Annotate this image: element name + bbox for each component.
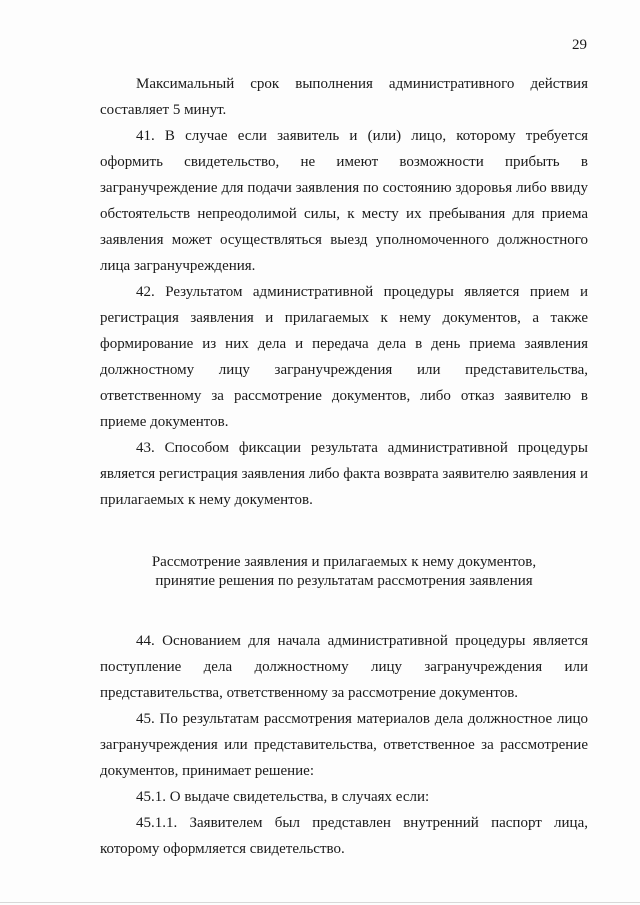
paragraph-44: 44. Основанием для начала административной процедуры является поступление дела должностному лицу загранучреждения или представительства, ответственному за рассмотрение документов. bbox=[100, 633, 588, 701]
scan-edge-line bbox=[0, 902, 640, 903]
paragraph-max-time: Максимальный срок выполнения административного действия составляет 5 минут. bbox=[100, 76, 588, 118]
paragraph-45: 45. По результатам рассмотрения материалов дела должностное лицо загранучреждения или представительства, ответственное за рассмотрение документов, принимает решение: bbox=[100, 711, 588, 779]
paragraph-43: 43. Способом фиксации результата административной процедуры является регистрация заявления либо факта возврата заявителю заявления и прилагаемых к нему документов. bbox=[100, 440, 588, 508]
section-heading-line-1: Рассмотрение заявления и прилагаемых к нему документов, bbox=[151, 554, 537, 570]
section-heading bbox=[100, 553, 588, 591]
paragraph-41: 41. В случае если заявитель и (или) лицо, которому требуется оформить свидетельство, не имеют возможности прибыть в загранучреждение для подачи заявления по состоянию здоровья либо ввиду обстоятельств непреодолимой силы, к месту их пребывания для приема заявления может осуществляться выезд уполномоченного должностного лица загранучреждения. bbox=[100, 128, 588, 274]
paragraph-45-1: 45.1. О выдаче свидетельства, в случаях если: bbox=[136, 789, 430, 805]
page-number: 29 bbox=[572, 37, 587, 53]
document-body bbox=[100, 71, 588, 862]
paragraph-45-1-1: 45.1.1. Заявителем был представлен внутренний паспорт лица, которому оформляется свидетельство. bbox=[100, 815, 588, 857]
paragraph-42: 42. Результатом административной процедуры является прием и регистрация заявления и прилагаемых к нему документов, а также формирование из них дела и передача дела в день приема заявления должностному лицу загранучреждения или представительства, ответственному за рассмотрение документов, либо отказ заявителю в приеме документов. bbox=[100, 284, 588, 430]
section-heading-line-2: принятие решения по результатам рассмотрения заявления bbox=[155, 573, 533, 589]
